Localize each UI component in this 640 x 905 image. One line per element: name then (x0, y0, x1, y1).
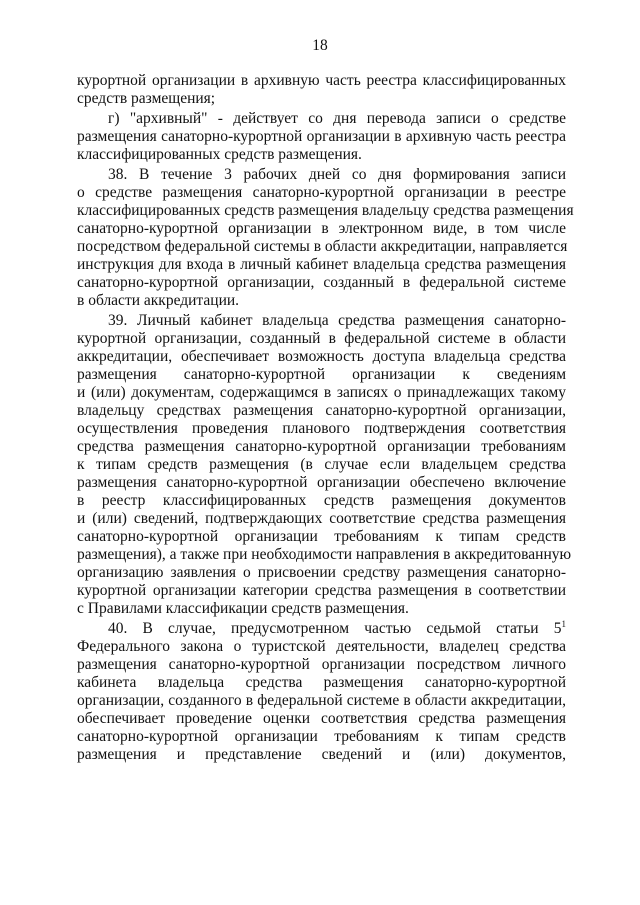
text-line (77, 510, 566, 528)
text-line-content: в реестр классифицированных средств размещения документов (77, 492, 566, 509)
text-line-content: курортной организации, созданный в федеральной системе в области (77, 330, 566, 347)
text-line (77, 492, 566, 510)
text-line-content: санаторно-курортной организации требованиям к типам средств (77, 528, 566, 545)
text-line-content: 40. В случае, предусмотренном частью седьмой статьи 5 (108, 620, 562, 637)
footnote-superscript: 1 (561, 618, 566, 629)
text-line (77, 184, 566, 202)
text-line (77, 330, 566, 348)
text-line-content: и (или) документам, содержащимся в записях о принадлежащих такому (77, 384, 566, 401)
document-body (77, 72, 574, 764)
text-line (77, 456, 566, 474)
text-line (77, 312, 566, 330)
text-line-content: размещения санаторно-курортной организации посредством личного (77, 656, 566, 673)
text-line (77, 638, 566, 656)
text-line (77, 692, 566, 710)
text-line (77, 620, 566, 638)
text-line-content: организации, созданного в федеральной системе в области аккредитации, (77, 692, 566, 709)
text-line (77, 656, 566, 674)
text-line-content: о средстве размещения санаторно-курортной организации в реестре (77, 184, 566, 201)
text-line-content: обеспечивает проведение оценки соответствия средства размещения (77, 710, 566, 727)
text-line (77, 564, 566, 582)
text-line-content: размещения санаторно-курортной организации обеспечено включение (77, 474, 566, 491)
text-line-content: к типам средств размещения (в случае если владельцем средства (77, 456, 566, 473)
text-line (77, 274, 566, 292)
text-line-content: 39. Личный кабинет владельца средства размещения санаторно- (108, 312, 566, 329)
text-line-content: организацию заявления о присвоении средству размещения санаторно- (77, 564, 566, 581)
text-line (77, 348, 566, 366)
text-line-content: 38. В течение 3 рабочих дней со дня формирования записи (108, 166, 566, 183)
text-line (77, 728, 566, 746)
text-line (77, 292, 566, 310)
text-line (77, 220, 566, 238)
text-line-content: санаторно-курортной организации в электронном виде, в том числе (77, 220, 566, 237)
text-line (77, 166, 566, 184)
text-line-content: Федерального закона о туристской деятельности, владелец средства (77, 638, 566, 655)
text-line (77, 128, 566, 146)
text-line (77, 256, 566, 274)
text-line-content: размещения санаторно-курортной организации в архивную часть реестра (77, 128, 566, 145)
text-line-content: размещения), а также при необходимости направления в аккредитованную (77, 546, 572, 563)
text-line-content: г) "архивный" - действует со дня перевода записи о средстве (108, 110, 566, 127)
text-line (77, 474, 566, 492)
text-line-content: средства размещения санаторно-курортной организации требованиям (77, 438, 566, 455)
text-line (77, 72, 566, 90)
text-line (77, 710, 566, 728)
text-line (77, 238, 566, 256)
text-line-content: в области аккредитации. (77, 292, 240, 309)
text-line (77, 90, 566, 108)
text-line (77, 438, 566, 456)
text-line-content: с Правилами классификации средств размещения. (77, 600, 409, 617)
text-line (77, 202, 574, 220)
text-line (77, 384, 566, 402)
text-line-content: классифицированных средств размещения владельцу средства размещения (77, 202, 574, 219)
text-line-content: размещения и представление сведений и (или) документов, (77, 746, 566, 763)
text-line-content: осуществления проведения планового подтверждения соответствия (77, 420, 566, 437)
text-line-content: и (или) сведений, подтверждающих соответствие средства размещения (77, 510, 566, 527)
text-line-content: кабинета владельца средства размещения санаторно-курортной (77, 674, 566, 691)
text-line-content: размещения санаторно-курортной организации к сведениям (77, 366, 566, 383)
text-line (77, 600, 566, 618)
text-line-content: инструкция для входа в личный кабинет владельца средства размещения (77, 256, 566, 273)
text-line (77, 674, 566, 692)
text-line-content: курортной организации категории средства размещения в соответствии (77, 582, 566, 599)
text-line-content: посредством федеральной системы в области аккредитации, направляется (77, 238, 568, 255)
text-line-content: санаторно-курортной организации требованиям к типам средств (77, 728, 566, 745)
text-line (77, 110, 566, 128)
text-line-content: санаторно-курортной организации, созданный в федеральной системе (77, 274, 566, 291)
text-line-content: средств размещения; (77, 90, 216, 107)
text-line (77, 366, 566, 384)
text-line-content: владельцу средствах размещения санаторно-курортной организации, (77, 402, 566, 419)
text-line (77, 528, 566, 546)
text-line-content: классифицированных средств размещения. (77, 146, 362, 163)
text-line (77, 582, 566, 600)
text-line (77, 146, 566, 164)
text-line-content: аккредитации, обеспечивает возможность доступа владельца средства (77, 348, 566, 365)
page-number: 18 (312, 37, 328, 54)
text-line-content: курортной организации в архивную часть реестра классифицированных (77, 72, 566, 89)
text-line (77, 546, 572, 564)
text-line (77, 746, 566, 764)
text-line (77, 420, 566, 438)
text-line (77, 402, 566, 420)
